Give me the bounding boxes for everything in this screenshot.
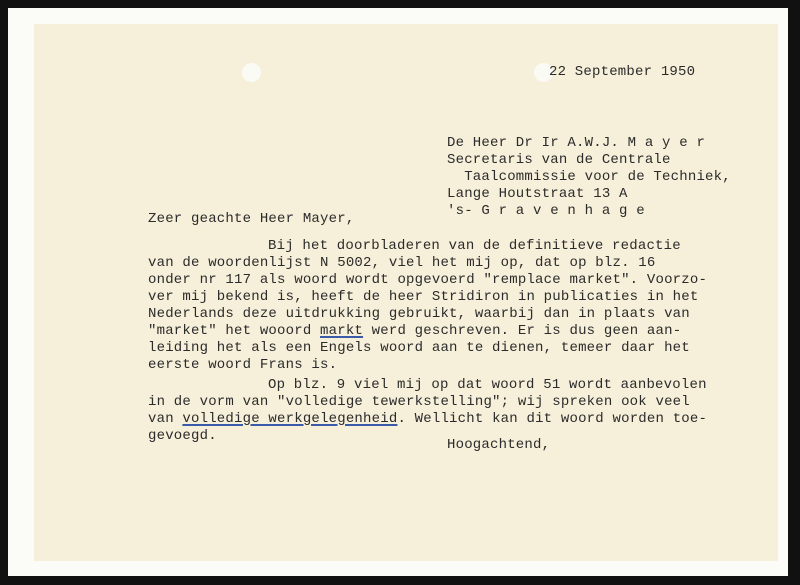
salutation: Zeer geachte Heer Mayer, bbox=[148, 211, 355, 227]
paragraph-2 bbox=[148, 377, 707, 445]
closing: Hoogachtend, bbox=[447, 437, 551, 453]
letter-date: 22 September 1950 bbox=[549, 64, 696, 80]
p1-line5: Nederlands deze uitdrukking gebruikt, waarbij dan in plaats van bbox=[148, 306, 690, 322]
recipient-line: Taalcommissie voor de Techniek, bbox=[447, 169, 731, 185]
p2-line3: van volledige werkgelegenheid. Wellicht kan dit woord worden toe- bbox=[148, 411, 708, 427]
p2-line2: in de vorm van "volledige tewerkstelling"; wij spreken ook veel bbox=[148, 394, 690, 410]
p1-line6: "market" het wooord markt werd geschreven. Er is dus geen aan- bbox=[148, 323, 682, 339]
p2-line4: gevoegd. bbox=[148, 428, 217, 444]
paragraph-1 bbox=[148, 238, 707, 374]
p1-line1: Bij het doorbladeren van de definitieve redactie bbox=[268, 238, 681, 254]
p1-line2: van de woordenlijst N 5002, viel het mij op, dat op blz. 16 bbox=[148, 255, 656, 271]
underlined-word-markt: markt bbox=[320, 323, 364, 339]
recipient-line: De Heer Dr Ir A.W.J. M a y e r bbox=[447, 135, 706, 151]
p1-line3: onder nr 117 als woord wordt opgevoerd "remplace market". Voorzo- bbox=[148, 272, 708, 288]
recipient-line: Lange Houtstraat 13 A bbox=[447, 186, 628, 202]
recipient-line: Secretaris van de Centrale bbox=[447, 152, 671, 168]
p1-line8: eerste woord Frans is. bbox=[148, 357, 338, 373]
recipient-line: 's- G r a v e n h a g e bbox=[447, 203, 645, 219]
punch-hole bbox=[242, 63, 261, 82]
p2-line1: Op blz. 9 viel mij op dat woord 51 wordt aanbevolen bbox=[268, 377, 707, 393]
p1-line4: ver mij bekend is, heeft de heer Stridiron in publicaties in het bbox=[148, 289, 699, 305]
recipient-address bbox=[447, 135, 731, 220]
underlined-phrase: volledige werkgelegenheid bbox=[182, 411, 398, 427]
p1-line7: leiding het als een Engels woord aan te dienen, temeer daar het bbox=[148, 340, 690, 356]
